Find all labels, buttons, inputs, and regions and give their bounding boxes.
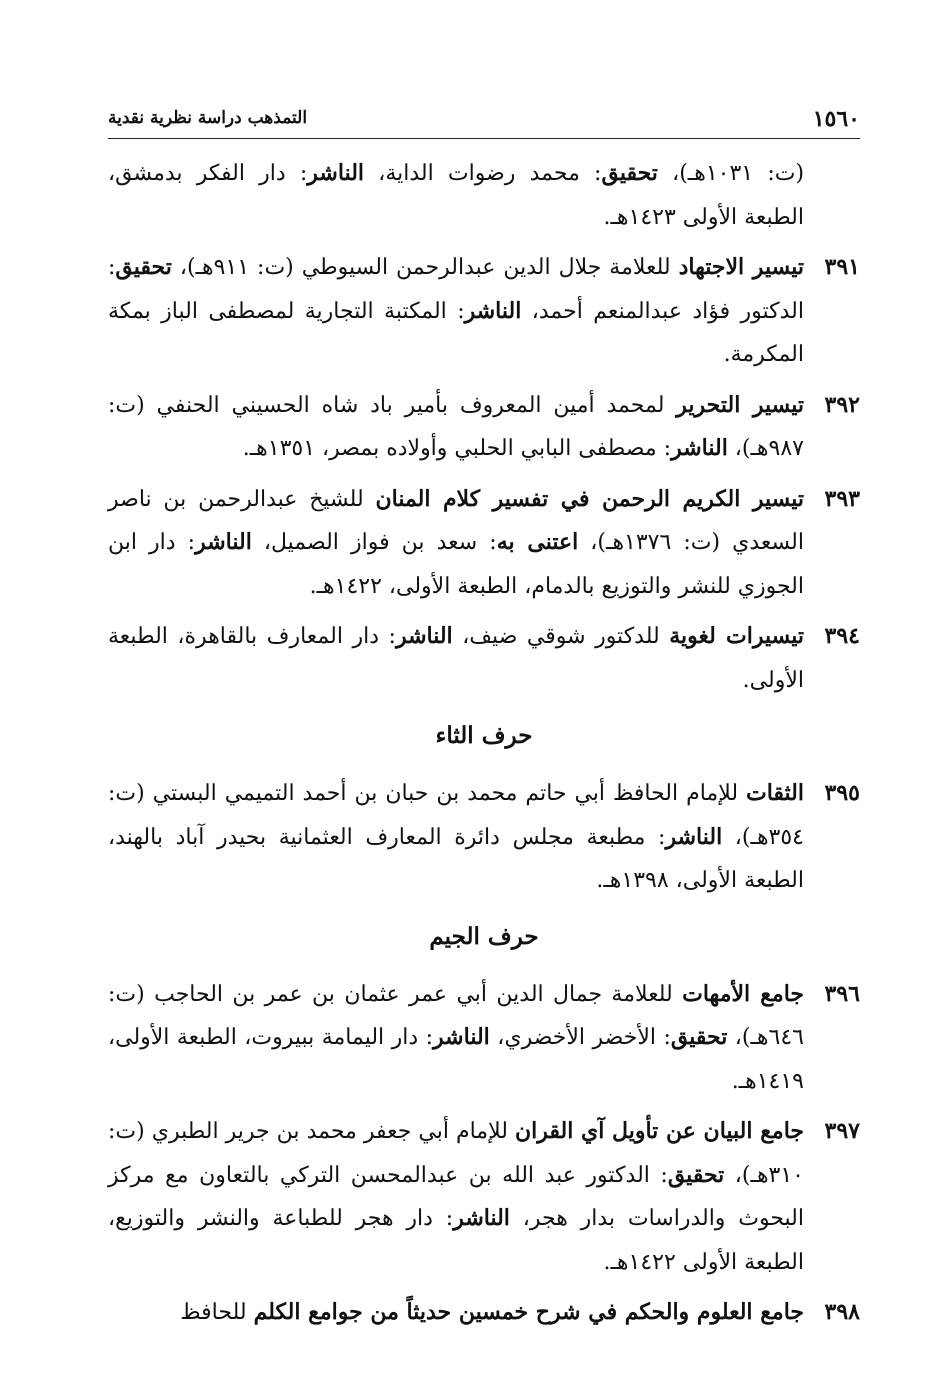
entry-text: جامع العلوم والحكم في شرح خمسين حديثاً من جوامع الكلم للحافظ xyxy=(180,1299,804,1325)
entry-number: ٣٩٥ xyxy=(824,780,860,806)
publisher-label: الناشر xyxy=(453,1205,510,1231)
bibliography-entry xyxy=(108,1291,860,1335)
publisher-label: الناشر xyxy=(671,435,728,461)
page-number: ١٥٦٠ xyxy=(812,106,860,132)
role-label: تحقيق xyxy=(667,1161,725,1188)
entry-text: (ت: ١٠٣١هـ)، تحقيق: محمد رضوات الداية، الناشر: دار الفكر بدمشق، الطبعة الأولى ١٤٢٣هـ. xyxy=(108,160,805,230)
role-label: تحقيق xyxy=(115,254,172,280)
entry-number: ٣٩٨ xyxy=(824,1299,860,1325)
bibliography-content xyxy=(108,152,860,1342)
entry-text: الثقات للإمام الحافظ أبي حاتم محمد بن حبان بن أحمد التميمي البستي (ت: ٣٥٤هـ)، الناشر: مطبعة مجلس دائرة المعارف العثمانية بحيدر آباد بالهند، الطبعة الأولى، ١٣٩٨هـ. xyxy=(108,780,804,893)
entry-text: تيسيرات لغوية للدكتور شوقي ضيف، الناشر: دار المعارف بالقاهرة، الطبعة الأولى. xyxy=(108,623,804,693)
entry-number: ٣٩٢ xyxy=(824,391,860,418)
tahqiq-label: تحقيق xyxy=(601,160,658,186)
entry-number: ٣٩٣ xyxy=(824,485,860,512)
entry-number: ٣٩١ xyxy=(824,254,860,280)
section-heading-jeem: حرف الجيم xyxy=(429,922,539,950)
bibliography-entry xyxy=(108,772,860,903)
role-label: اعتنى به xyxy=(496,529,579,555)
entry-number: ٣٩٦ xyxy=(824,980,860,1007)
bibliography-entry xyxy=(108,615,860,702)
publisher-label: الناشر xyxy=(395,623,453,649)
entry-text: جامع الأمهات للعلامة جمال الدين أبي عمر عثمان بن عمر بن الحاجب (ت: ٦٤٦هـ)، تحقيق: الأخضر الأخضري، الناشر: دار اليمامة ببيروت، الطبعة الأولى، ١٤١٩هـ. xyxy=(108,980,804,1094)
entry-group-2 xyxy=(108,772,860,903)
entry-title: جامع الأمهات xyxy=(682,980,804,1007)
bibliography-entry xyxy=(108,973,860,1104)
running-title: التمذهب دراسة نظرية نقدية xyxy=(108,108,308,128)
entry-number: ٣٩٧ xyxy=(824,1118,860,1144)
entry-text: تيسير الكريم الرحمن في تفسير كلام المنان للشيخ عبدالرحمن بن ناصر السعدي (ت: ١٣٧٦هـ)، اعتنى به: سعد بن فواز الصميل، الناشر: دار ابن الجوزي للنشر والتوزيع بالدمام، الطبعة الأولى، ١٤٢٢هـ. xyxy=(108,485,804,599)
bibliography-entry xyxy=(108,246,860,377)
publisher-label: الناشر xyxy=(665,823,723,850)
entry-text: تيسير التحرير لمحمد أمين المعروف بأمير باد شاه الحسيني الحنفي (ت: ٩٨٧هـ)، الناشر: مصطفى البابي الحلبي وأولاده بمصر، ١٣٥١هـ. xyxy=(108,391,804,461)
bibliography-entry xyxy=(108,1110,860,1284)
entry-title: تيسير الاجتهاد xyxy=(678,254,804,280)
entry-title: تيسير الكريم الرحمن في تفسير كلام المنان xyxy=(375,485,804,512)
page-header xyxy=(108,104,860,139)
role-label: تحقيق xyxy=(670,1024,728,1050)
publisher-label: الناشر xyxy=(464,297,522,324)
entry-group-1 xyxy=(108,246,860,702)
entry-title: جامع البيان عن تأويل آي القران xyxy=(514,1118,804,1144)
entry-text: جامع البيان عن تأويل آي القران للإمام أبي جعفر محمد بن جرير الطبري (ت: ٣١٠هـ)، تحقيق: الدكتور عبد الله بن عبدالمحسن التركي بالتعاون مع مركز البحوث والدراسات بدار هجر، الناشر: دار هجر للطباعة والنشر والتوزيع، الطبعة الأولى ١٤٢٢هـ. xyxy=(108,1118,804,1275)
publisher-label: الناشر xyxy=(433,1024,490,1050)
entry-title: تيسير التحرير xyxy=(676,391,804,418)
entry-text: تيسير الاجتهاد للعلامة جلال الدين عبدالرحمن السيوطي (ت: ٩١١هـ)، تحقيق: الدكتور فؤاد عبدالمنعم أحمد، الناشر: المكتبة التجارية لمصطفى الباز بمكة المكرمة. xyxy=(108,254,804,367)
entry-group-3 xyxy=(108,973,860,1335)
entry-title: جامع العلوم والحكم في شرح خمسين حديثاً من جوامع الكلم xyxy=(253,1299,804,1325)
entry-title: الثقات xyxy=(746,780,804,806)
entry-continuation xyxy=(108,152,860,239)
entry-number: ٣٩٤ xyxy=(824,623,860,649)
bibliography-entry xyxy=(108,384,860,471)
bibliography-entry xyxy=(108,478,860,609)
section-heading-tha: حرف الثاء xyxy=(435,722,533,749)
publisher-label: الناشر xyxy=(307,160,365,186)
publisher-label: الناشر xyxy=(195,529,252,555)
entry-title: تيسيرات لغوية xyxy=(669,623,804,649)
